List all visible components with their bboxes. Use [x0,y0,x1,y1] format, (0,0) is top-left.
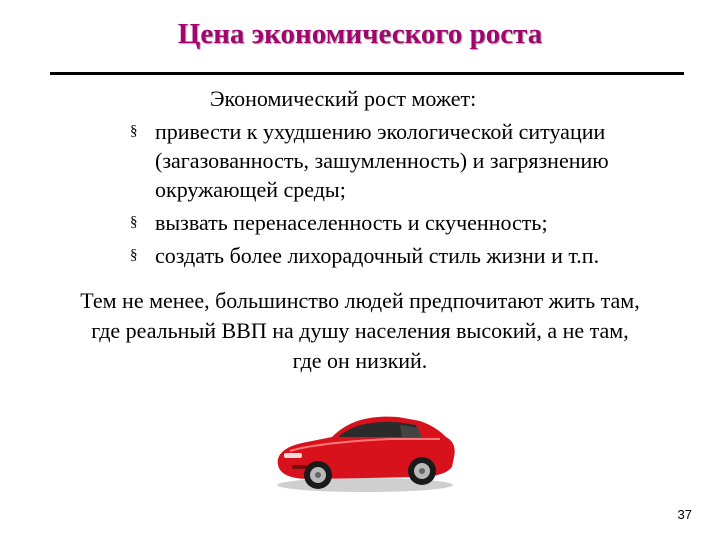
front-wheel [304,461,332,489]
bullet-marker: § [130,214,138,230]
bullet-list [130,117,690,274]
list-item [130,208,690,237]
car-headlight [284,453,302,458]
bullet-marker: § [130,123,138,139]
intro-text: Экономический рост может: [210,86,477,111]
list-item [130,117,690,204]
bullet-text: вызвать перенаселенность и скученность; [155,210,548,235]
slide-title: Цена экономического роста [177,18,543,50]
conclusion-text: Тем не менее, большинство людей предпочитают жить там, где реальный ВВП на душу населения высокий, а не там, где он низкий. [80,288,640,373]
rear-wheel [408,457,436,485]
sports-car-image [270,395,460,495]
bullet-marker: § [130,247,138,263]
title-divider [50,72,684,75]
list-item [130,241,690,270]
bullet-text: привести к ухудшению экологической ситуации (загазованность, зашумленность) и загрязнению окружающей среды; [155,119,609,202]
bullet-text: создать более лихорадочный стиль жизни и т.п. [155,243,600,268]
page-number: 37 [677,507,692,522]
